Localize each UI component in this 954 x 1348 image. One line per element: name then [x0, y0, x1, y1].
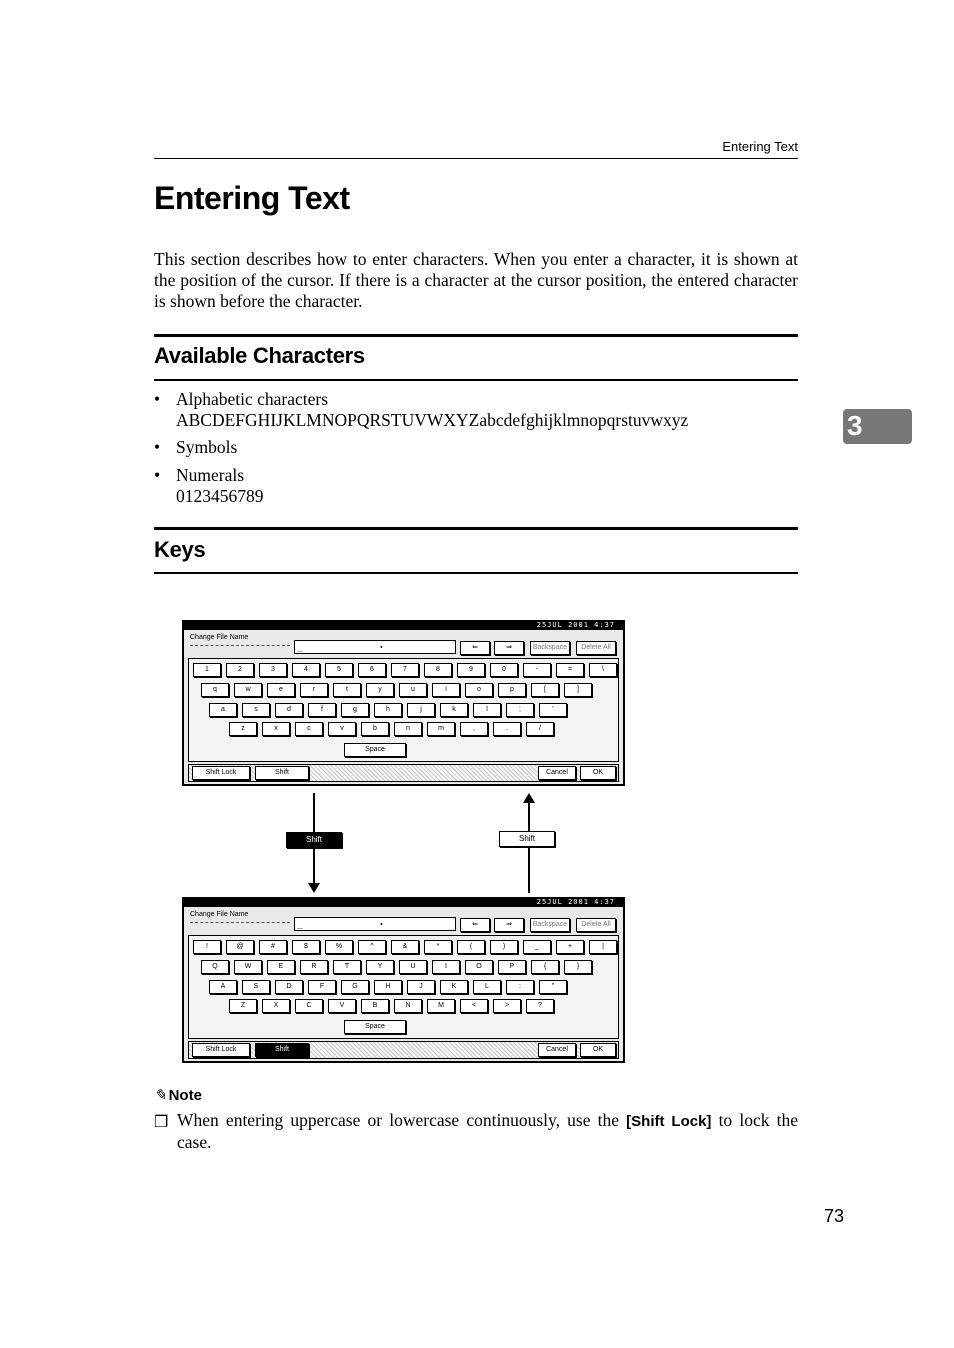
keyboard-key[interactable]: \	[589, 663, 617, 677]
keyboard-key[interactable]: )	[490, 940, 518, 954]
text-cursor: _	[297, 920, 303, 930]
keyboard-key[interactable]: }	[564, 960, 592, 974]
keyboard-key[interactable]: #	[259, 940, 287, 954]
keyboard-key[interactable]: f	[308, 703, 336, 717]
bullet-icon: •	[154, 389, 161, 409]
note-text-before: When entering uppercase or lowercase continuously, use the	[177, 1110, 627, 1130]
keyboard-key[interactable]: l	[473, 703, 501, 717]
keyboard-key[interactable]: G	[341, 980, 369, 994]
keyboard-key[interactable]: I	[432, 960, 460, 974]
panel-bottom-bar	[188, 764, 619, 782]
keyboard-key[interactable]: B	[361, 999, 389, 1013]
keyboard-key[interactable]: O	[465, 960, 493, 974]
keyboard-key[interactable]: -	[523, 663, 551, 677]
keyboard-key[interactable]: !	[193, 940, 221, 954]
cursor-left-button[interactable]: ⇐	[460, 641, 490, 655]
keyboard-key[interactable]: E	[267, 960, 295, 974]
shift-lock-button[interactable]: Shift Lock	[192, 1043, 250, 1057]
keyboard-key[interactable]: P	[498, 960, 526, 974]
panel-title-rule	[190, 922, 290, 923]
key-area	[188, 658, 619, 762]
bullet-icon: •	[154, 437, 161, 457]
section-rule-bottom	[154, 572, 798, 574]
keyboard-key[interactable]: q	[201, 683, 229, 697]
keyboard-key[interactable]: <	[460, 999, 488, 1013]
list-item-label: Numerals	[176, 465, 245, 485]
keyboard-key[interactable]: {	[531, 960, 559, 974]
panel-title-rule	[190, 645, 290, 646]
running-head: Entering Text	[722, 139, 798, 154]
file-name-input[interactable]	[294, 917, 456, 931]
keyboard-key[interactable]: d	[275, 703, 303, 717]
keyboard-key[interactable]: c	[295, 722, 323, 736]
keyboard-key[interactable]: ;	[506, 703, 534, 717]
cursor-left-button[interactable]: ⇐	[460, 918, 490, 932]
keyboard-key[interactable]: 7	[391, 663, 419, 677]
bullet-icon: •	[154, 465, 161, 485]
keyboard-key[interactable]: w	[234, 683, 262, 697]
keyboard-key[interactable]: $	[292, 940, 320, 954]
keyboard-key[interactable]: [	[531, 683, 559, 697]
intro-paragraph: This section describes how to enter characters. When you enter a character, it is shown at the position of the cursor. If there is a character at the cursor position, the entered character is shown before the character.	[154, 249, 798, 311]
text-cursor: _	[297, 643, 303, 653]
keyboard-panel-lowercase	[182, 620, 625, 786]
keyboard-key[interactable]: '	[539, 703, 567, 717]
keyboard-key[interactable]: Y	[366, 960, 394, 974]
shift-lock-button[interactable]: Shift Lock	[192, 766, 250, 780]
keyboard-key[interactable]: X	[262, 999, 290, 1013]
pencil-icon: ✎	[154, 1087, 167, 1104]
keyboard-key[interactable]: z	[229, 722, 257, 736]
keyboard-key[interactable]: j	[407, 703, 435, 717]
section-rule-top	[154, 527, 798, 530]
keyboard-key[interactable]: J	[407, 980, 435, 994]
keyboard-key[interactable]: 4	[292, 663, 320, 677]
ok-button[interactable]: OK	[580, 1043, 616, 1057]
keyboard-key[interactable]: A	[209, 980, 237, 994]
keyboard-key[interactable]: 5	[325, 663, 353, 677]
keyboard-key[interactable]: g	[341, 703, 369, 717]
chapter-tab-number: 3	[847, 410, 863, 441]
keyboard-key[interactable]: F	[308, 980, 336, 994]
down-arrow-line	[313, 849, 315, 883]
note-text-after: to lock the case.	[177, 1110, 798, 1152]
keyboard-key[interactable]: 0	[490, 663, 518, 677]
cursor-right-button[interactable]: ⇒	[494, 918, 524, 932]
page-title: Entering Text	[154, 180, 350, 216]
keyboard-key[interactable]: m	[427, 722, 455, 736]
keyboard-key[interactable]: s	[242, 703, 270, 717]
keyboard-panel-uppercase	[182, 897, 625, 1063]
keyboard-key[interactable]: M	[427, 999, 455, 1013]
keyboard-key[interactable]: n	[394, 722, 422, 736]
keyboard-key[interactable]: S	[242, 980, 270, 994]
keyboard-key[interactable]: &	[391, 940, 419, 954]
panel-status-bar	[184, 899, 623, 907]
keyboard-key[interactable]: /	[526, 722, 554, 736]
keyboard-key[interactable]: R	[300, 960, 328, 974]
keyboard-key[interactable]: Q	[201, 960, 229, 974]
keyboard-key[interactable]: ,	[460, 722, 488, 736]
keyboard-key[interactable]: b	[361, 722, 389, 736]
keyboard-key[interactable]: =	[556, 663, 584, 677]
cancel-button[interactable]: Cancel	[538, 766, 576, 780]
keyboard-key[interactable]: >	[493, 999, 521, 1013]
keyboard-key[interactable]: p	[498, 683, 526, 697]
keyboard-key[interactable]: _	[523, 940, 551, 954]
shift-key-released: Shift	[499, 831, 555, 847]
delete-all-button[interactable]: Delete All	[576, 641, 616, 655]
shift-button[interactable]: Shift	[255, 766, 309, 780]
cursor-right-button[interactable]: ⇒	[494, 641, 524, 655]
keyboard-key[interactable]: t	[333, 683, 361, 697]
note-heading-label: Note	[168, 1087, 202, 1104]
backspace-button[interactable]: Backspace	[530, 918, 570, 932]
keyboard-key[interactable]: a	[209, 703, 237, 717]
space-key[interactable]: Space	[344, 743, 406, 757]
keyboard-key[interactable]: ^	[358, 940, 386, 954]
backspace-button[interactable]: Backspace	[530, 641, 570, 655]
keyboard-key[interactable]: 1	[193, 663, 221, 677]
keyboard-key[interactable]: D	[275, 980, 303, 994]
ok-button[interactable]: OK	[580, 766, 616, 780]
page-number: 73	[823, 1206, 844, 1226]
keyboard-key[interactable]: C	[295, 999, 323, 1013]
panel-status-bar	[184, 622, 623, 630]
keyboard-key[interactable]: o	[465, 683, 493, 697]
list-item-label: Symbols	[176, 437, 238, 457]
note-text	[177, 1110, 798, 1153]
note-key-name: [Shift Lock]	[626, 1113, 712, 1130]
keyboard-key[interactable]: *	[424, 940, 452, 954]
down-arrow-line	[313, 793, 315, 832]
section-rule-top	[154, 334, 798, 337]
keyboard-key[interactable]: V	[328, 999, 356, 1013]
keyboard-key[interactable]: |	[589, 940, 617, 954]
keyboard-key[interactable]: 8	[424, 663, 452, 677]
space-key[interactable]: Space	[344, 1020, 406, 1034]
arrow-down-icon	[308, 883, 320, 893]
keyboard-key[interactable]: W	[234, 960, 262, 974]
keyboard-key[interactable]: 9	[457, 663, 485, 677]
keyboard-key[interactable]: @	[226, 940, 254, 954]
section-heading-keys: Keys	[154, 537, 206, 562]
shift-button[interactable]: Shift	[255, 1043, 309, 1057]
key-area	[188, 935, 619, 1039]
header-rule	[154, 158, 798, 159]
cursor-position-mark: •	[380, 643, 383, 652]
chapter-tab	[843, 409, 912, 444]
up-arrow-line	[528, 803, 530, 831]
list-item-label: Alphabetic characters	[176, 389, 329, 409]
keyboard-key[interactable]: k	[440, 703, 468, 717]
keyboard-key[interactable]: L	[473, 980, 501, 994]
note-heading	[154, 1086, 202, 1104]
keyboard-key[interactable]: y	[366, 683, 394, 697]
keyboard-key[interactable]: i	[432, 683, 460, 697]
keyboard-key[interactable]: .	[493, 722, 521, 736]
keyboard-key[interactable]: "	[539, 980, 567, 994]
panel-title: Change File Name	[190, 911, 249, 918]
keyboard-key[interactable]: v	[328, 722, 356, 736]
keyboard-key[interactable]: N	[394, 999, 422, 1013]
panel-clock: 25JUL 2001 4:37	[536, 898, 615, 906]
up-arrow-line	[528, 848, 530, 893]
panel-title: Change File Name	[190, 634, 249, 641]
keyboard-key[interactable]: x	[262, 722, 290, 736]
section-rule-bottom	[154, 379, 798, 381]
keyboard-key[interactable]: U	[399, 960, 427, 974]
keyboard-key[interactable]: Z	[229, 999, 257, 1013]
arrow-up-icon	[523, 793, 535, 803]
keyboard-key[interactable]: (	[457, 940, 485, 954]
keyboard-key[interactable]: ?	[526, 999, 554, 1013]
panel-clock: 25JUL 2001 4:37	[536, 621, 615, 629]
list-item-detail: ABCDEFGHIJKLMNOPQRSTUVWXYZabcdefghijklmnopqrstuvwxyz	[176, 410, 689, 430]
cursor-position-mark: •	[380, 920, 383, 929]
keyboard-key[interactable]: :	[506, 980, 534, 994]
keyboard-key[interactable]: e	[267, 683, 295, 697]
file-name-input[interactable]	[294, 640, 456, 654]
keyboard-key[interactable]: 3	[259, 663, 287, 677]
list-item-detail: 0123456789	[176, 486, 264, 506]
keyboard-key[interactable]: 6	[358, 663, 386, 677]
keyboard-key[interactable]: u	[399, 683, 427, 697]
cancel-button[interactable]: Cancel	[538, 1043, 576, 1057]
keyboard-key[interactable]: h	[374, 703, 402, 717]
keyboard-key[interactable]: 2	[226, 663, 254, 677]
shift-key-pressed: Shift	[286, 832, 342, 848]
delete-all-button[interactable]: Delete All	[576, 918, 616, 932]
keyboard-key[interactable]: %	[325, 940, 353, 954]
section-heading-available: Available Characters	[154, 343, 365, 368]
panel-bottom-bar	[188, 1041, 619, 1059]
checkbox-icon: ❒	[154, 1114, 169, 1131]
keyboard-key[interactable]: K	[440, 980, 468, 994]
keyboard-key[interactable]: T	[333, 960, 361, 974]
keyboard-key[interactable]: H	[374, 980, 402, 994]
keyboard-key[interactable]: r	[300, 683, 328, 697]
keyboard-key[interactable]: +	[556, 940, 584, 954]
keyboard-key[interactable]: ]	[564, 683, 592, 697]
